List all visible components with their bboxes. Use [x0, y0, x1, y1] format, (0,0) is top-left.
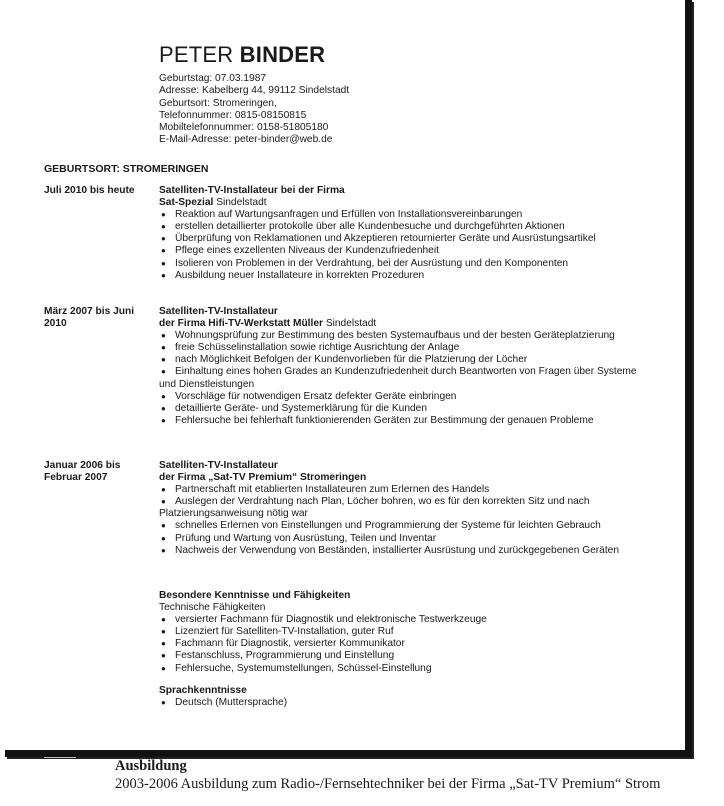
- languages-title: Sprachkenntnisse: [159, 685, 247, 696]
- job-company: der Firma Hifi-TV-Werkstatt Müller Sindelstadt: [159, 318, 377, 330]
- skills-title: Besondere Kenntnisse und Fähigkeiten: [159, 590, 351, 601]
- last-name: BINDER: [239, 42, 326, 67]
- birthday-line: Geburtstag: 07.03.1987: [159, 73, 267, 84]
- skills-section: [159, 590, 651, 675]
- job-entry: [159, 306, 651, 427]
- job-date: März 2007 bis Juni 2010: [44, 306, 135, 330]
- section-title: GEBURTSORT: STROMERINGEN: [44, 163, 209, 175]
- job-company: der Firma „Sat-TV Premium“ Stromeringen: [159, 472, 367, 484]
- list-item: ● Lizenziert für Satelliten-TV-Installation, guter Ruf: [159, 626, 651, 638]
- languages-section: [159, 685, 651, 709]
- list-item: ● Überprüfung von Reklamationen und Akzeptieren retournierter Geräte und Ausrüstungsartikel: [159, 233, 651, 245]
- first-name: PETER: [159, 42, 234, 67]
- mobile-line: Mobiltelefonnummer: 0158-51805180: [159, 122, 329, 134]
- list-item: ● Fehlersuche bei fehlerhaft funktionierenden Geräten zur Bestimmung der genauen Probleme: [159, 415, 651, 427]
- list-item: ● Partnerschaft mit etablierten Installateuren zum Erlernen des Handels: [159, 484, 651, 496]
- list-item: ● Pflege eines exzellenten Niveaus der Kundenzufriedenheit: [159, 245, 651, 257]
- skills-subtitle: Technische Fähigkeiten: [159, 602, 266, 614]
- email-line: E-Mail-Adresse: peter-binder@web.de: [159, 134, 333, 146]
- list-item: ● erstellen detaillierter protokolle über alle Kundenbesuche und durchgeführten Aktionen: [159, 221, 651, 233]
- list-item: ● Vorschläge für notwendigen Ersatz defekter Geräte einbringen: [159, 391, 651, 403]
- job-duties: [159, 209, 651, 282]
- contact-details: [159, 73, 349, 147]
- skills-list: [159, 614, 651, 674]
- job-duties: [159, 484, 651, 557]
- list-item: ● Nachweis der Verwendung von Beständen, installierter Ausrüstung und zurückgegebenen Geräten: [159, 545, 651, 557]
- list-item: ● Fachmann für Diagnostik, versierter Kommunikator: [159, 638, 651, 650]
- list-item: ● Einhaltung eines hohen Grades an Kundenzufriedenheit durch Beantworten von Fragen über Systeme und Dienstleistungen: [159, 366, 651, 390]
- address-line: Adresse: Kabelberg 44, 99112 Sindelstadt: [159, 85, 350, 97]
- job-entry: [159, 185, 651, 282]
- list-item: ● Wohnungsprüfung zur Bestimmung des besten Systemaufbaus und der besten Geräteplatzierung: [159, 330, 651, 342]
- job-entry: [159, 460, 651, 557]
- languages-list: [159, 697, 651, 709]
- job-title: Satelliten-TV-Installateur: [159, 306, 278, 317]
- list-item: ● schnelles Erlernen von Einstellungen und Programmierung der Systeme für leichten Gebrauch: [159, 520, 651, 532]
- job-title: Satelliten-TV-Installateur: [159, 460, 278, 471]
- list-item: ● Festanschluss, Programmierung und Einstellung: [159, 650, 651, 662]
- birthplace-line: Geburtsort: Stromeringen,: [159, 97, 277, 109]
- job-date: Juli 2010 bis heute: [44, 185, 135, 196]
- list-item: ● detaillierte Geräte- und Systemerklärung für die Kunden: [159, 403, 651, 415]
- education-heading: Ausbildung: [115, 758, 187, 774]
- list-item: ● nach Möglichkeit Befolgen der Kundenvorlieben für die Platzierung der Löcher: [159, 354, 651, 366]
- phone-line: Telefonnummer: 0815-08150815: [159, 109, 307, 121]
- job-date: Januar 2006 bis Februar 2007: [44, 460, 121, 484]
- list-item: ● Deutsch (Muttersprache): [159, 697, 651, 709]
- list-item: ● Prüfung und Wartung von Ausrüstung, Teilen und Inventar: [159, 533, 651, 545]
- list-item: ● freie Schüsselinstallation sowie richtige Ausrichtung der Anlage: [159, 342, 651, 354]
- applicant-name: [159, 42, 325, 68]
- list-item: ● Auslegen der Verdrahtung nach Plan, Löcher bohren, wo es für den korrekten Sitz und nach Platzierungsanweisung nötig war: [159, 496, 651, 520]
- job-duties: [159, 330, 651, 427]
- list-item: ● versierter Fachmann für Diagnostik und elektronische Testwerkzeuge: [159, 614, 651, 626]
- job-company: Sat-Spezial Sindelstadt: [159, 197, 267, 209]
- list-item: ● Reaktion auf Wartungsanfragen und Erfüllen von Installationsvereinbarungen: [159, 209, 651, 221]
- footer-divider: [44, 757, 76, 758]
- list-item: ● Fehlersuche, Systemumstellungen, Schüssel-Einstellung: [159, 663, 651, 675]
- list-item: ● Isolieren von Problemen in der Verdrahtung, bei der Ausrüstung und den Komponenten: [159, 258, 651, 270]
- education-text: 2003-2006 Ausbildung zum Radio-/Fernsehtechniker bei der Firma „Sat-TV Premium“ Strom: [115, 776, 661, 792]
- job-title: Satelliten-TV-Installateur bei der Firma: [159, 185, 345, 196]
- list-item: ● Ausbildung neuer Installateure in korrekten Prozeduren: [159, 270, 651, 282]
